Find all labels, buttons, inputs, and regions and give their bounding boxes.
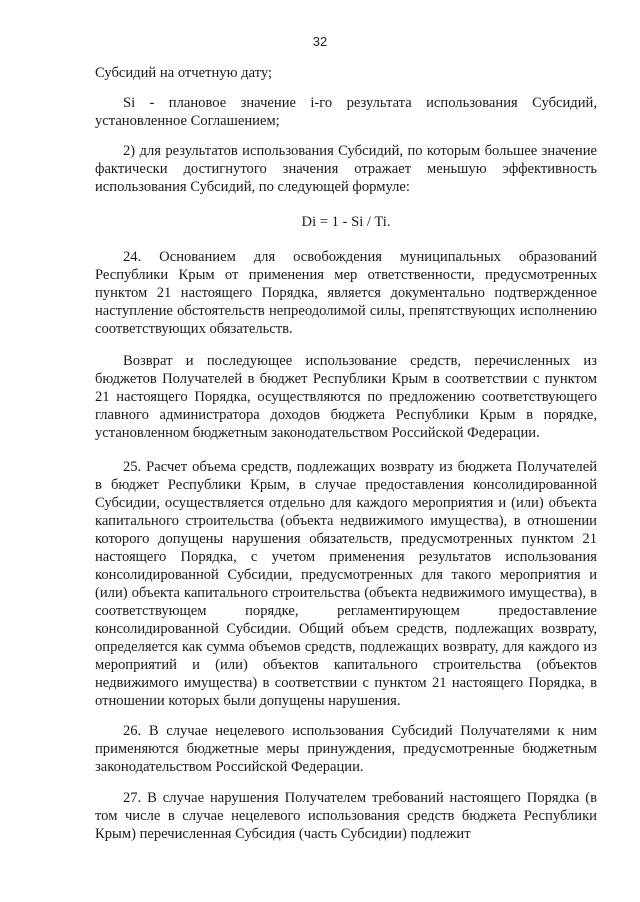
formula: Di = 1 - Si / Ti. — [301, 214, 391, 230]
page-number: 32 — [312, 34, 328, 49]
paragraph-refund-usage: Возврат и последующее использование средств, перечисленных из бюджетов Получателей в бюджет Республики Крым в соответствии с пунктом 21 настоящего Порядка, осуществляются по предложению соответствующего главного администратора доходов бюджета Республики Крым в порядке, установленном бюджетным законодательством Российской Федерации. — [95, 353, 597, 441]
paragraph-formula-intro: 2) для результатов использования Субсидий, по которым большее значение фактически достигнутого значения отражает меньшую эффективность использования Субсидий, по следующей формуле: — [95, 143, 597, 195]
paragraph-continuation: Субсидий на отчетную дату; — [95, 65, 273, 81]
paragraph-si-definition: Si - плановое значение i-го результата использования Субсидий, установленное Соглашением; — [95, 95, 597, 129]
paragraph-clause-27: 27. В случае нарушения Получателем требований настоящего Порядка (в том числе в случае нецелевого использования средств бюджета Республики Крым) перечисленная Субсидия (часть Субсидии) подлежит — [95, 790, 597, 842]
paragraph-clause-26: 26. В случае нецелевого использования Субсидий Получателями к ним применяются бюджетные меры принуждения, предусмотренные бюджетным законодательством Российской Федерации. — [95, 723, 597, 775]
page-body — [95, 64, 597, 843]
paragraph-clause-25: 25. Расчет объема средств, подлежащих возврату из бюджета Получателей в бюджет Республики Крым, в случае предоставления консолидированной Субсидии, осуществляется отдельно для каждого мероприятия и (или) объекта капитального строительства (объекта недвижимого имущества), в отношении которого допущены нарушения обязательств, предусмотренных пунктом 21 настоящего Порядка, с учетом применения результатов использования консолидированной Субсидии, предусмотренных для такого мероприятия и (или) объекта капитального строительства (объекта недвижимого имущества), в соответствующем порядке, регламентирующем предоставление консолидированной Субсидии. Общий объем средств, подлежащих возврату, определяется как сумма объемов средств, подлежащих возврату, для каждого из мероприятий и (или) объектов капитального строительства (объектов недвижимого имущества) в соответствии с пунктом 21 настоящего Порядка, в отношении которых были допущены нарушения. — [95, 459, 597, 709]
paragraph-clause-24: 24. Основанием для освобождения муниципальных образований Республики Крым от применения мер ответственности, предусмотренных пунктом 21 настоящего Порядка, является документально подтвержденное наступление обстоятельств непреодолимой силы, препятствующих исполнению соответствующих обязательств. — [95, 249, 597, 337]
